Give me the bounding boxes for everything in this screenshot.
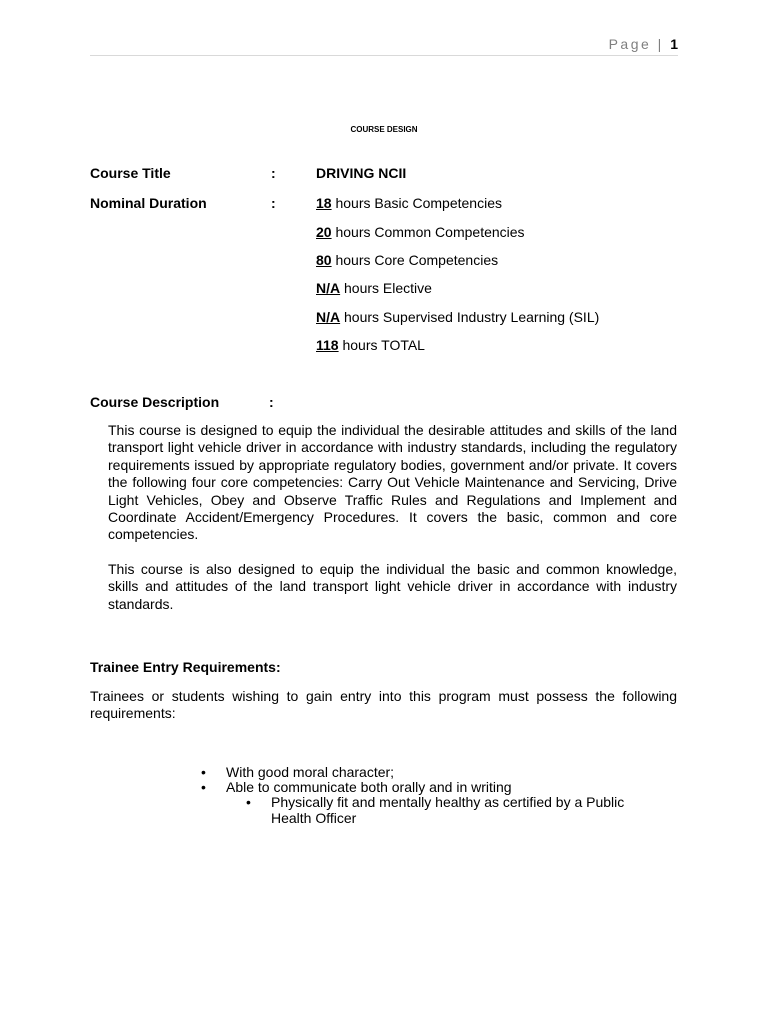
duration-hours: 20 bbox=[316, 224, 332, 240]
course-description-paragraph: This course is designed to equip the individual the desirable attitudes and skills of the land transport light vehicle driver in accordance with industry standards, including the regulatory requirements issued by appropriate regulatory bodies, government and/or private. It covers the following four core competencies: Carry Out Vehicle Maintenance and Servicing, Drive Light Vehicles, Obey and Observe Traffic Rules and Regulations and Implement and Coordinate Accident/Emergency Procedures. It covers the basic, common and core competencies. bbox=[108, 422, 677, 543]
duration-text: hours Common Competencies bbox=[331, 224, 525, 240]
bullet-glyph: • bbox=[201, 764, 206, 780]
duration-text: hours Supervised Industry Learning (SIL) bbox=[340, 309, 600, 325]
duration-text: hours Basic Competencies bbox=[331, 195, 502, 211]
nominal-duration-label: Nominal Duration bbox=[90, 195, 207, 211]
duration-text: hours TOTAL bbox=[338, 337, 425, 353]
nominal-duration-colon: : bbox=[271, 195, 276, 211]
duration-hours: 118 bbox=[316, 337, 339, 353]
course-title-label: Course Title bbox=[90, 165, 171, 181]
trainee-entry-intro: Trainees or students wishing to gain entry into this program must possess the following requirements: bbox=[90, 688, 677, 722]
course-title-colon: : bbox=[271, 165, 276, 181]
duration-hours: 18 bbox=[316, 195, 332, 211]
course-title-value: DRIVING NCII bbox=[316, 165, 407, 181]
duration-hours: N/A bbox=[316, 309, 341, 325]
page-number: 1 bbox=[670, 36, 678, 52]
trainee-entry-heading: Trainee Entry Requirements: bbox=[90, 659, 281, 675]
header-rule bbox=[90, 55, 678, 56]
duration-hours: N/A bbox=[316, 280, 341, 296]
course-description-label: Course Description bbox=[90, 394, 220, 410]
page-number-header bbox=[609, 36, 678, 52]
page-label: Page | bbox=[608, 36, 671, 52]
duration-text: hours Elective bbox=[340, 280, 432, 296]
requirement-text: With good moral character; bbox=[226, 764, 395, 780]
bullet-glyph: • bbox=[201, 779, 206, 795]
course-description-colon: : bbox=[269, 394, 274, 410]
requirement-text: Physically fit and mentally healthy as certified by a Public Health Officer bbox=[271, 794, 625, 826]
bullet-glyph: • bbox=[246, 794, 251, 810]
course-description-paragraph: This course is also designed to equip the individual the basic and common knowledge, skills and attitudes of the land transport light vehicle driver in accordance with industry standards. bbox=[108, 561, 677, 612]
document-title: COURSE DESIGN bbox=[350, 125, 418, 134]
duration-hours: 80 bbox=[316, 252, 332, 268]
duration-text: hours Core Competencies bbox=[331, 252, 499, 268]
requirement-text: Able to communicate both orally and in writing bbox=[226, 779, 512, 795]
